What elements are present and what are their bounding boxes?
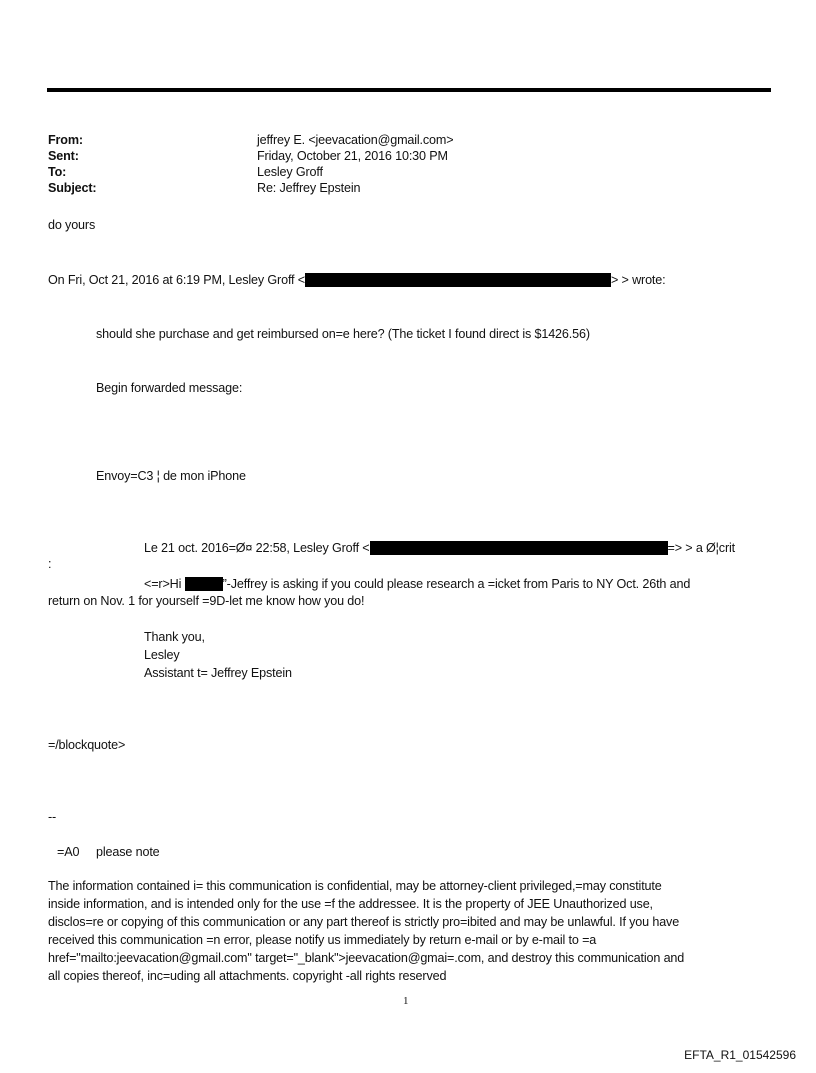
document-id: EFTA_R1_01542596 <box>684 1048 796 1062</box>
disclaimer-line: received this communication =n error, please notify us immediately by return e-mail or by e-mail to =a <box>48 933 597 947</box>
header-rule <box>47 88 771 92</box>
begin-forwarded: Begin forwarded message: <box>96 381 243 395</box>
disclaimer-line: The information contained i= this communication is confidential, may be attorney-client privileged,=may constitute <box>48 879 662 893</box>
envoy-text: Envoy=C3 ¦ de mon iPhone <box>96 469 246 483</box>
sent-label: Sent: <box>48 149 79 163</box>
disclaimer-line: href="mailto:jeevacation@gmail.com" target="_blank">jeevacation@gmai=.com, and destroy this communication and <box>48 951 685 965</box>
le-line <box>144 540 735 556</box>
redaction-box <box>305 273 611 287</box>
colon-text: : <box>48 557 52 571</box>
dashes: -- <box>48 810 57 824</box>
question-text: should she purchase and get reimbursed on=e here? (The ticket I found direct is $1426.56) <box>96 327 590 341</box>
subject-value: Re: Jeffrey Epstein <box>257 181 361 195</box>
quote-intro-post: > > wrote: <box>610 273 666 287</box>
signature-name: Lesley <box>144 648 180 662</box>
quote-intro <box>48 272 665 288</box>
page-number: 1 <box>403 995 409 1007</box>
signature-title: Assistant t= Jeffrey Epstein <box>144 666 292 680</box>
hi-pre: <=r>Hi <box>144 577 182 591</box>
hi-line <box>144 576 690 592</box>
redaction-box <box>370 541 668 555</box>
to-label: To: <box>48 165 67 179</box>
to-value: Lesley Groff <box>257 165 323 179</box>
thank-you: Thank you, <box>144 630 205 644</box>
hi-post: ”-Jeffrey is asking if you could please research a =icket from Paris to NY Oct. 26th and <box>222 577 691 591</box>
le-post: => > a Ø¦crit <box>667 541 735 555</box>
le-pre: Le 21 oct. 2016=Ø¤ 22:58, Lesley Groff < <box>144 541 370 555</box>
from-value: jeffrey E. <jeevacation@gmail.com> <box>257 133 454 147</box>
reply-text: do yours <box>48 218 96 232</box>
subject-label: Subject: <box>48 181 97 195</box>
please-note: =A0 please note <box>57 845 160 859</box>
redaction-box <box>185 577 223 591</box>
disclaimer-line: all copies thereof, inc=uding all attachments. copyright -all rights reserved <box>48 969 447 983</box>
blockquote-text: =/blockquote> <box>48 738 126 752</box>
hi-line-2: return on Nov. 1 for yourself =9D-let me know how you do! <box>48 594 365 608</box>
quote-intro-pre: On Fri, Oct 21, 2016 at 6:19 PM, Lesley Groff < <box>48 273 305 287</box>
sent-value: Friday, October 21, 2016 10:30 PM <box>257 149 448 163</box>
disclaimer-line: inside information, and is intended only for the use =f the addressee. It is the property of JEE Unauthorized use, <box>48 897 653 911</box>
disclaimer-line: disclos=re or copying of this communication or any part thereof is strictly pro=ibited and may be unlawful. If you have <box>48 915 680 929</box>
from-label: From: <box>48 133 83 147</box>
